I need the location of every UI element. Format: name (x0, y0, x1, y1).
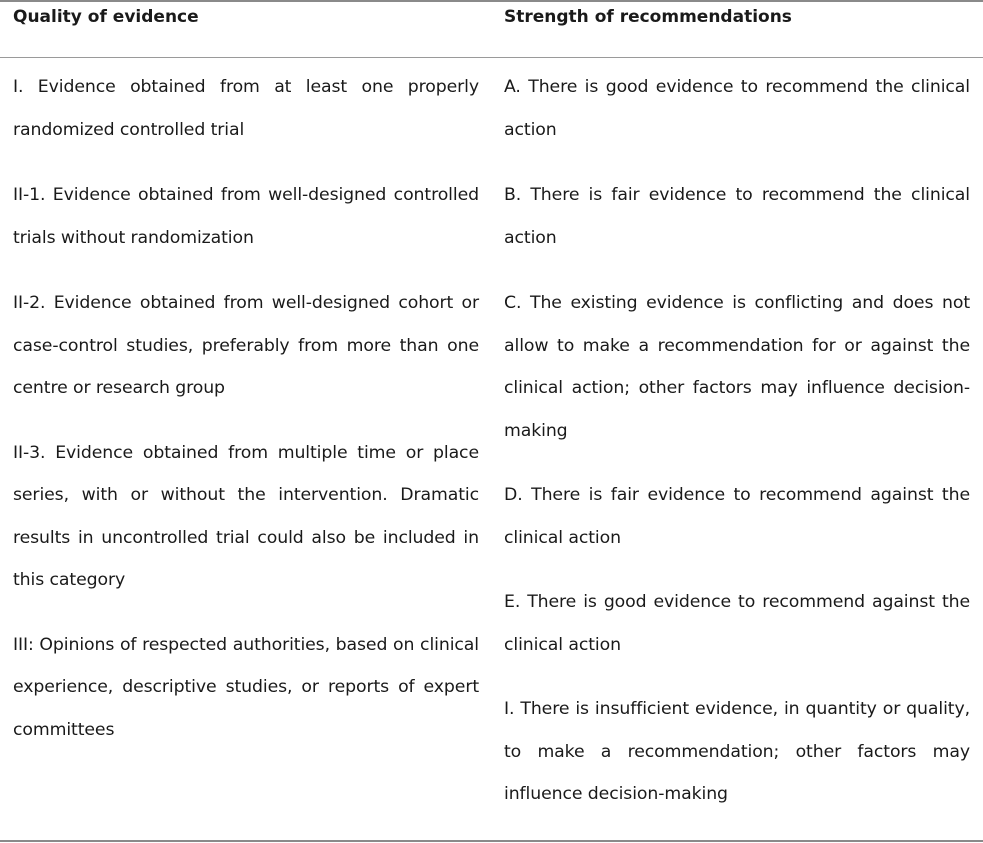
table-top-rule (0, 0, 983, 2)
quality-level-II-3: II-3. Evidence obtained from multiple time or place series, with or without the intervention. Dramatic results in uncontrolled trial could also be included in this category (13, 442, 479, 590)
recommendation-grade-I: I. There is insufficient evidence, in quantity or quality, to make a recommendation; other factors may influence decision-making (504, 699, 970, 804)
quality-level-I: I. Evidence obtained from at least one properly randomized controlled trial (13, 77, 479, 140)
header-quality-of-evidence: Quality of evidence (13, 7, 199, 27)
quality-level-II-2: II-2. Evidence obtained from well-designed cohort or case-control studies, preferably from more than one centre or research group (13, 293, 479, 398)
recommendation-grade-D: D. There is fair evidence to recommend against the clinical action (504, 485, 970, 548)
quality-level-III: III: Opinions of respected authorities, based on clinical experience, descriptive studies, or reports of expert committees (13, 634, 479, 740)
quality-level-II-1: II-1. Evidence obtained from well-designed controlled trials without randomization (13, 185, 479, 248)
recommendation-grade-B: B. There is fair evidence to recommend the clinical action (504, 185, 970, 248)
quality-of-evidence-column (13, 66, 479, 751)
table-bottom-rule (0, 840, 983, 842)
header-separator-rule (0, 57, 983, 58)
recommendation-grade-A: A. There is good evidence to recommend the clinical action (504, 77, 970, 140)
header-strength-of-recommendations: Strength of recommendations (504, 7, 792, 27)
recommendation-grade-C: C. The existing evidence is conflicting and does not allow to make a recommendation for or against the clinical action; other factors may influence decision-making (504, 293, 970, 441)
recommendation-grade-E: E. There is good evidence to recommend against the clinical action (504, 592, 970, 655)
strength-of-recommendations-column (504, 66, 970, 816)
